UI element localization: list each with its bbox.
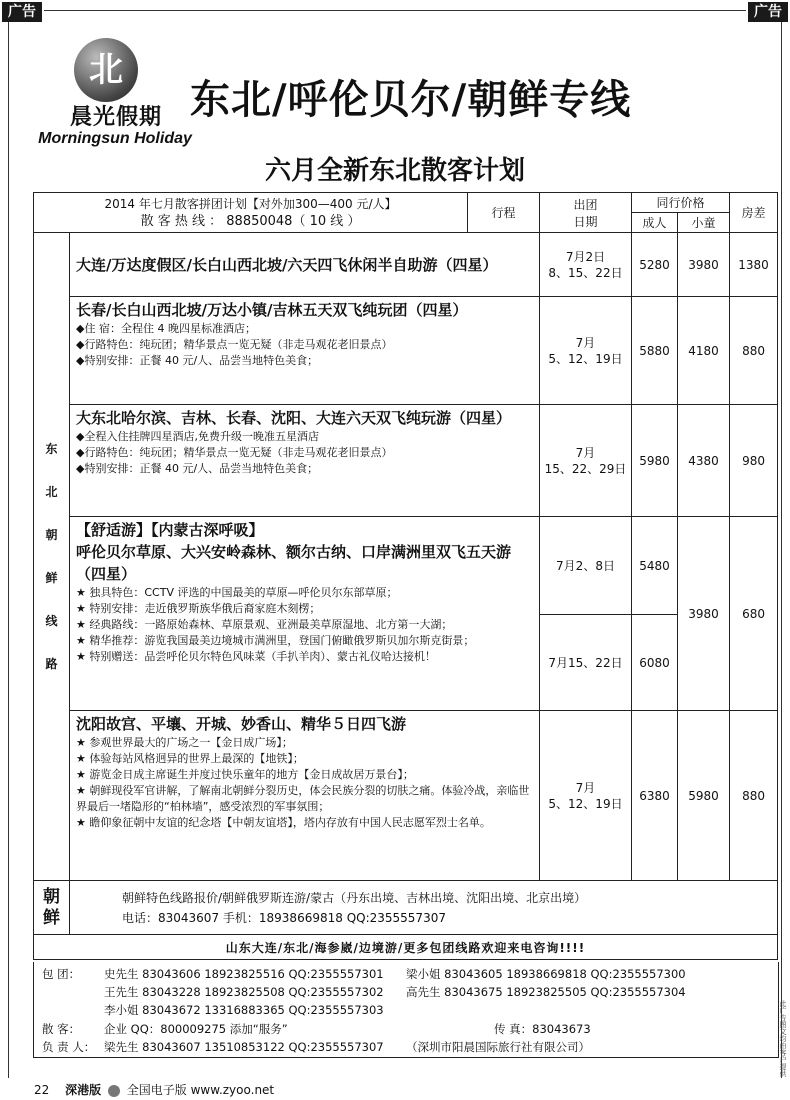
page-title: 东北/呼伦贝尔/朝鲜专线 <box>190 76 632 123</box>
route-line: ◆特别安排：正餐 40 元/人、品尝当地特色美食； <box>76 462 319 475</box>
region-char: 线 <box>45 613 58 628</box>
region-char: 鲜 <box>45 570 58 585</box>
contact-entry: 高先生 83043675 18923825505 QQ:2355557304 <box>406 985 686 999</box>
page-subtitle: 六月全新东北散客计划 <box>264 156 525 186</box>
top-rule <box>44 10 746 11</box>
child-price: 4380 <box>678 405 730 517</box>
region-char: 北 <box>45 484 58 499</box>
table-header-row <box>34 193 778 213</box>
table-row <box>34 935 778 960</box>
room-diff: 1380 <box>730 233 778 297</box>
route-title: 【舒适游】【内蒙古深呼吸】 呼伦贝尔草原、大兴安岭森林、额尔古纳、口岸满洲里双飞五天游（四星） <box>76 521 512 583</box>
child-price: 3980 <box>678 233 730 297</box>
region-label <box>34 233 70 881</box>
web-edition: 全国电子版 www.zyoo.net <box>126 1083 275 1097</box>
ad-tag-left: 广告 <box>2 2 42 22</box>
route-dates: 7月 5、12、19日 <box>540 711 632 881</box>
room-diff: 680 <box>730 517 778 711</box>
route-line: ◆行路特色：纯玩团；精华景点一览无疑（非走马观花老旧景点） <box>76 338 393 351</box>
brand-logo-icon: 北 <box>74 38 138 102</box>
route-line: ★ 特别赠送：品尝呼伦贝尔特色风味菜（手扒羊肉）、蒙古礼仪哈达接机！ <box>76 650 436 663</box>
contact-entry: 王先生 83043228 18923825508 QQ:2355557302 <box>104 985 384 999</box>
contact-block <box>33 962 779 1058</box>
fax: 传 真：83043673 <box>494 1022 591 1036</box>
brand-name-en: Morningsun Holiday <box>38 130 192 147</box>
room-diff: 880 <box>730 297 778 405</box>
hotline: 散 客 热 线 ： 88850048（ 10 线 ） <box>140 213 361 229</box>
table-row <box>34 881 778 935</box>
korea-contact: 电话：83043607 手机：18938669818 QQ:2355557307 <box>122 910 446 925</box>
korea-line: 朝鲜特色线路报价/朝鲜俄罗斯连游/蒙古（丹东出境、吉林出境、沈阳出境、北京出境） <box>122 890 587 905</box>
footer <box>34 1081 274 1098</box>
plan-line: 2014 年七月散客拼团计划【对外加300—400 元/人】 <box>104 196 397 211</box>
fit-label: 散 客： <box>42 1022 81 1036</box>
contact-entry: 李小姐 83043672 13316883365 QQ:2355557303 <box>104 1003 384 1017</box>
route-line: ◆全程入住挂牌四星酒店,免费升级一晚准五星酒店 <box>76 430 319 443</box>
table-row <box>34 517 778 615</box>
child-price: 5980 <box>678 711 730 881</box>
owner-label: 负 责 人： <box>42 1040 96 1054</box>
route-cell <box>70 297 540 405</box>
route-cell <box>70 233 540 297</box>
korea-label: 朝 鲜 <box>34 881 70 935</box>
route-line: ◆特别安排：正餐 40 元/人、品尝当地特色美食； <box>76 354 319 367</box>
itinerary-header: 行程 <box>468 193 540 233</box>
route-title: 沈阳故宫、平壤、开城、妙香山、精华５日四飞游 <box>76 715 407 733</box>
departure-header: 出团 日期 <box>540 193 632 233</box>
route-cell <box>70 405 540 517</box>
page-number: 22 <box>34 1083 50 1097</box>
region-char: 路 <box>45 656 58 671</box>
adult-price: 6380 <box>632 711 678 881</box>
route-dates: 7月15、22日 <box>540 615 632 711</box>
route-cell <box>70 517 540 711</box>
edition-logo-icon <box>108 1085 120 1097</box>
adult-header: 成人 <box>632 213 678 233</box>
route-dates: 7月 5、12、19日 <box>540 297 632 405</box>
company-name: （深圳市阳晨国际旅行社有限公司） <box>406 1040 590 1054</box>
fit-qq: 企业 QQ：800009275 添加“服务” <box>104 1022 288 1036</box>
child-price: 3980 <box>678 517 730 711</box>
promo-banner: 山东大连/东北/海参崴/边境游/更多包团线路欢迎来电咨询!!!! <box>34 935 778 960</box>
route-line: ◆住 宿：全程住 4 晚四星标准酒店； <box>76 322 256 335</box>
adult-price: 5480 <box>632 517 678 615</box>
ad-tag-right: 广告 <box>748 2 788 22</box>
edition: 深港版 <box>65 1083 102 1097</box>
route-dates: 7月2日 8、15、22日 <box>540 233 632 297</box>
route-line: ★ 独具特色：CCTV 评选的中国最美的草原—呼伦贝尔东部草原； <box>76 586 398 599</box>
route-line: ◆行路特色：纯玩团；精华景点一览无疑（非走马观花老旧景点） <box>76 446 393 459</box>
route-title: 大连/万达度假区/长白山西北坡/六天四飞休闲半自助游（四星） <box>76 255 498 274</box>
peer-price-header: 同行价格 <box>632 193 730 213</box>
room-diff: 880 <box>730 711 778 881</box>
korea-info <box>70 881 778 935</box>
group-label: 包 团： <box>42 967 81 981</box>
route-line: ★ 精华推荐：游览我国最美边境城市满洲里，登国门俯瞰俄罗斯贝加尔斯克街景； <box>76 634 475 647</box>
route-dates: 7月2、8日 <box>540 517 632 615</box>
region-char: 东 <box>45 441 58 456</box>
route-title: 大东北哈尔滨、吉林、长春、沈阳、大连六天双飞纯玩游（四星） <box>76 409 512 427</box>
region-char: 朝 <box>45 527 58 542</box>
child-price: 4180 <box>678 297 730 405</box>
adult-price: 5980 <box>632 405 678 517</box>
child-header: 小童 <box>678 213 730 233</box>
route-line: ★ 游览金日成主席诞生并度过快乐童年的地方【金日成故居万景台】； <box>76 768 414 781</box>
owner-contact: 梁先生 83043607 13510853122 QQ:2355557307 <box>104 1040 384 1054</box>
contact-entry: 梁小姐 83043605 18938669818 QQ:2355557300 <box>406 967 686 981</box>
route-title: 长春/长白山西北坡/万达小镇/吉林五天双飞纯玩团（四星） <box>76 301 468 319</box>
schedule-table <box>33 192 778 960</box>
table-row <box>34 297 778 405</box>
route-line: ★ 参观世界最大的广场之一【金日成广场】； <box>76 736 293 749</box>
brand-name-cn: 晨光假期 <box>69 105 162 130</box>
route-line: ★ 朝鲜现役军官讲解，了解南北朝鲜分裂历史，体会民族分裂的切肤之痛。体验冷战，亲临世界最后一堵隐形的“柏林墙”，感受浓烈的军事氛围； <box>76 784 530 813</box>
adult-price: 5280 <box>632 233 678 297</box>
room-diff: 980 <box>730 405 778 517</box>
table-row <box>34 405 778 517</box>
route-line: ★ 特别安排：走近俄罗斯族华俄后裔家庭木刻楞； <box>76 602 321 615</box>
contact-entry: 史先生 83043606 18923825516 QQ:2355557301 <box>104 967 384 981</box>
route-dates: 7月 15、22、29日 <box>540 405 632 517</box>
adult-price: 5880 <box>632 297 678 405</box>
table-row <box>34 711 778 881</box>
room-diff-header: 房差 <box>730 193 778 233</box>
plan-header <box>34 193 468 233</box>
table-row <box>34 233 778 297</box>
route-line: ★ 瞻仰象征朝中友谊的纪念塔【中朝友谊塔】，塔内存放有中国人民志愿军烈士名单。 <box>76 816 491 829</box>
route-cell <box>70 711 540 881</box>
adult-price: 6080 <box>632 615 678 711</box>
side-note: 此广告图文均由客户提供 <box>779 1000 787 1077</box>
route-line: ★ 经典路线：一路原始森林、草原景观、亚洲最美草原湿地、北方第一大湖； <box>76 618 453 631</box>
route-line: ★ 体验每站风格迥异的世界上最深的【地铁】； <box>76 752 304 765</box>
